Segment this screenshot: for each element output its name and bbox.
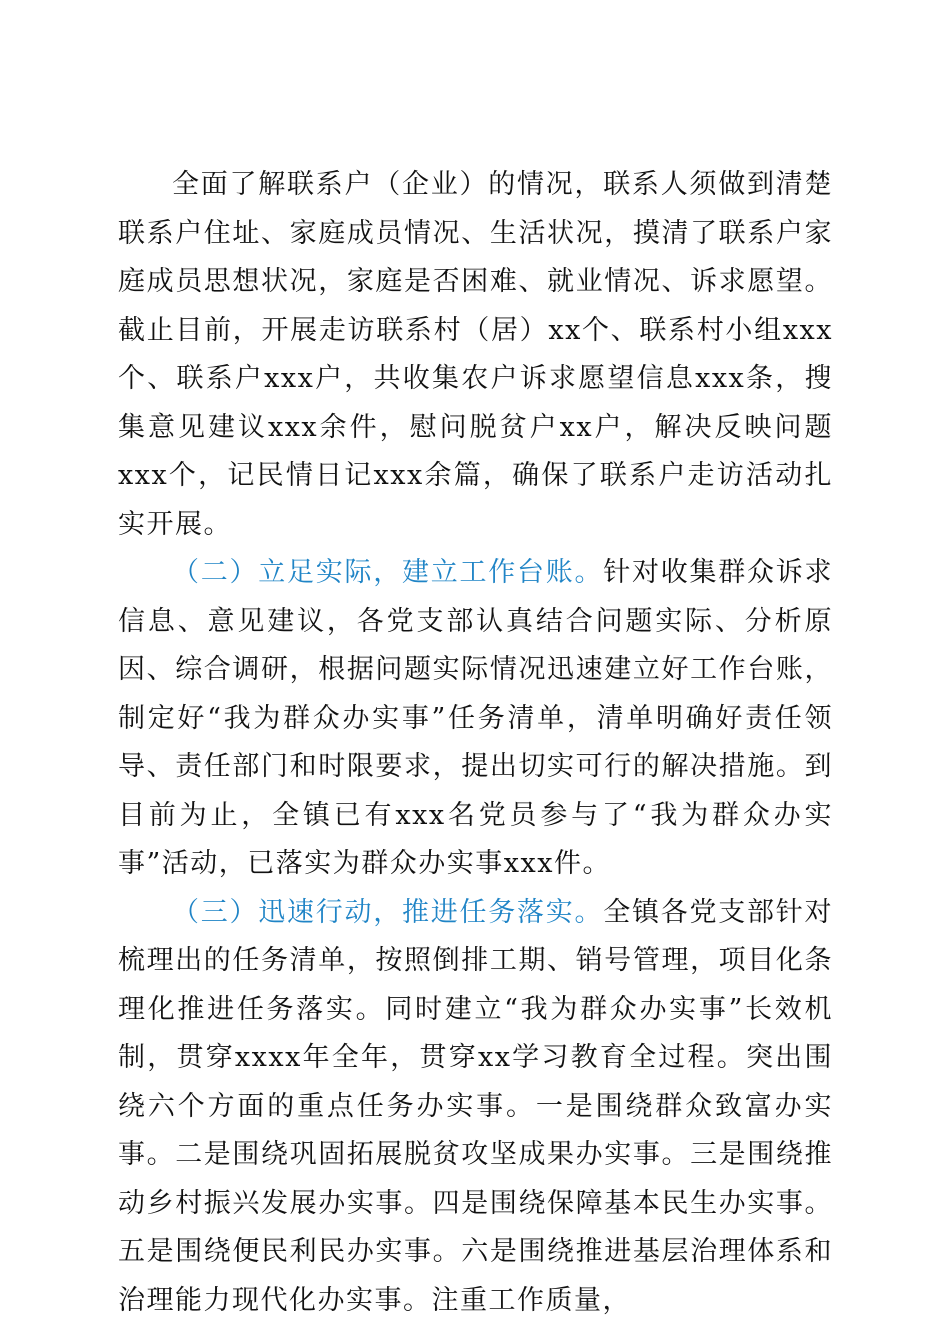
paragraph-body: 全镇各党支部针对梳理出的任务清单，按照倒排工期、销号管理，项目化条理化推进任务落实。同时建立“我为群众办实事”长效机制，贯穿xxxx年全年，贯穿xx学习教育全过程。突出围绕六个方面的重点任务办实事。一是围绕群众致富办实事。二是围绕巩固拓展脱贫攻坚成果办实事。三是围绕推动乡村振兴发展办实事。四是围绕保障基本民生办实事。五是围绕便民利民办实事。六是围绕推进基层治理体系和治理能力现代化办实事。注重工作质量， — [118, 896, 833, 1316]
paragraph-work-ledger — [118, 549, 833, 889]
paragraph-task-implementation — [118, 889, 833, 1326]
section-heading-three: （三）迅速行动，推进任务落实。 — [172, 896, 604, 928]
paragraph-body: 全面了解联系户（企业）的情况，联系人须做到清楚联系户住址、家庭成员情况、生活状况，摸清了联系户家庭成员思想状况，家庭是否困难、就业情况、诉求愿望。截止目前，开展走访联系村（居）xx个、联系村小组xxx个、联系户xxx户，共收集农户诉求愿望信息xxx条，搜集意见建议xxx余件，慰问脱贫户xx户，解决反映问题xxx个，记民情日记xxx余篇，确保了联系户走访活动扎实开展。 — [118, 169, 833, 540]
document-body — [118, 161, 833, 1325]
paragraph-contact-visits — [118, 161, 833, 549]
paragraph-body: 针对收集群众诉求信息、意见建议，各党支部认真结合问题实际、分析原因、综合调研，根据问题实际情况迅速建立好工作台账，制定好“我为群众办实事”任务清单，清单明确好责任领导、责任部门和时限要求，提出切实可行的解决措施。到目前为止，全镇已有xxx名党员参与了“我为群众办实事”活动，已落实为群众办实事xxx件。 — [118, 557, 833, 879]
section-heading-two: （二）立足实际，建立工作台账。 — [172, 557, 604, 588]
